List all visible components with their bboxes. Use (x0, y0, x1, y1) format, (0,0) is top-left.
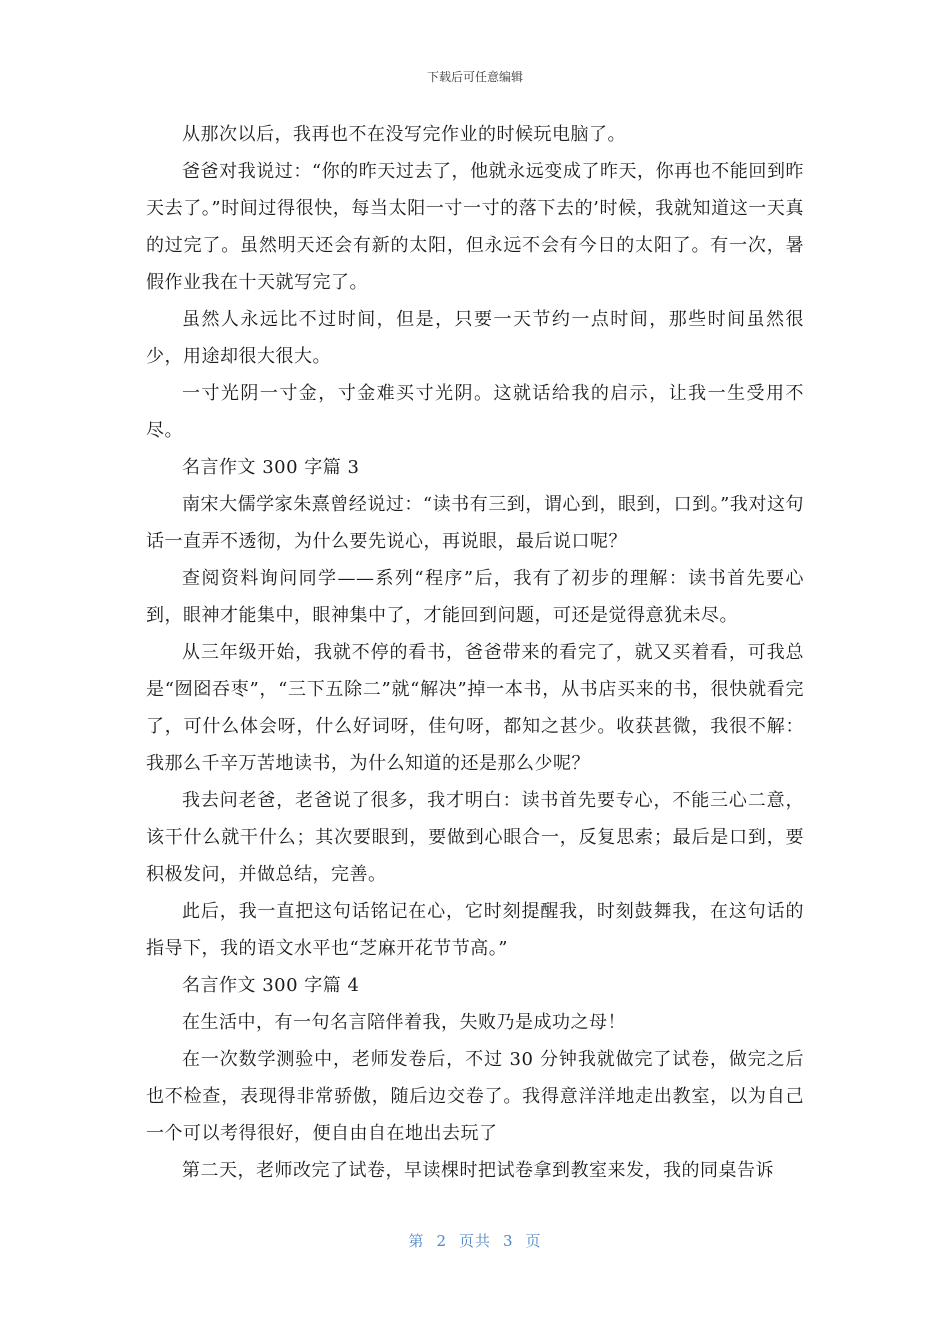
page-header: 下载后可任意编辑 (426, 70, 523, 84)
paragraph: 爸爸对我说过：“你的昨天过去了，他就永远变成了昨天，你再也不能回到昨天去了。”时间过得很快，每当太阳一寸一寸的落下去的’时候，我就知道这一天真的过完了。虽然明天还会有新的太阳，但永远不会有今日的太阳了。有一次，暑假作业我在十天就写完了。 (146, 161, 804, 293)
current-page-number: 2 (436, 1232, 447, 1250)
total-pages-number: 3 (503, 1232, 514, 1250)
paragraph: 第二天，老师改完了试卷，早读棵时把试卷拿到教室来发，我的同桌告诉 (182, 1160, 774, 1181)
section-heading: 名言作文 300 字篇 3 (182, 457, 360, 478)
paragraph: 我去问老爸，老爸说了很多，我才明白：读书首先要专心，不能三心二意，该干什么就干什么；其次要眼到，要做到心眼合一，反复思索；最后是口到，要积极发问，并做总结，完善。 (146, 790, 804, 885)
paragraph: 此后，我一直把这句话铭记在心，它时刻提醒我，时刻鼓舞我，在这句话的指导下，我的语文水平也“芝麻开花节节高。” (146, 901, 804, 959)
paragraph: 一寸光阴一寸金，寸金难买寸光阴。这就话给我的启示，让我一生受用不尽。 (146, 383, 804, 441)
footer-middle: 页共 (458, 1232, 491, 1250)
paragraph: 从三年级开始，我就不停的看书，爸爸带来的看完了，就又买着看，可我总是“囫囵吞枣”，“三下五除二”就“解决”掉一本书，从书店买来的书，很快就看完了，可什么体会呀，什么好词呀，佳句呀，都知之甚少。收获甚微，我很不解：我那么千辛万苦地读书，为什么知道的还是那么少呢？ (146, 642, 804, 774)
paragraph: 虽然人永远比不过时间，但是，只要一天节约一点时间，那些时间虽然很少，用途却很大很大。 (146, 309, 804, 367)
section-heading: 名言作文 300 字篇 4 (182, 975, 360, 996)
document-body (146, 116, 804, 1189)
footer-prefix: 第 (408, 1232, 425, 1250)
paragraph: 查阅资料询问同学——系列“程序”后，我有了初步的理解：读书首先要心到，眼神才能集中，眼神集中了，才能回到问题，可还是觉得意犹未尽。 (146, 568, 804, 626)
paragraph: 在一次数学测验中，老师发卷后，不过 30 分钟我就做完了试卷，做完之后也不检查，表现得非常骄傲，随后边交卷了。我得意洋洋地走出教室，以为自己一个可以考得很好，便自由自在地出去玩了 (146, 1049, 804, 1144)
paragraph: 南宋大儒学家朱熹曾经说过：“读书有三到，谓心到，眼到，口到。”我对这句话一直弄不透彻，为什么要先说心，再说眼，最后说口呢？ (146, 494, 804, 552)
page-footer (0, 1230, 950, 1251)
footer-suffix: 页 (525, 1232, 542, 1250)
paragraph: 在生活中，有一句名言陪伴着我，失败乃是成功之母！ (182, 1012, 626, 1033)
paragraph: 从那次以后，我再也不在没写完作业的时候玩电脑了。 (182, 124, 626, 145)
